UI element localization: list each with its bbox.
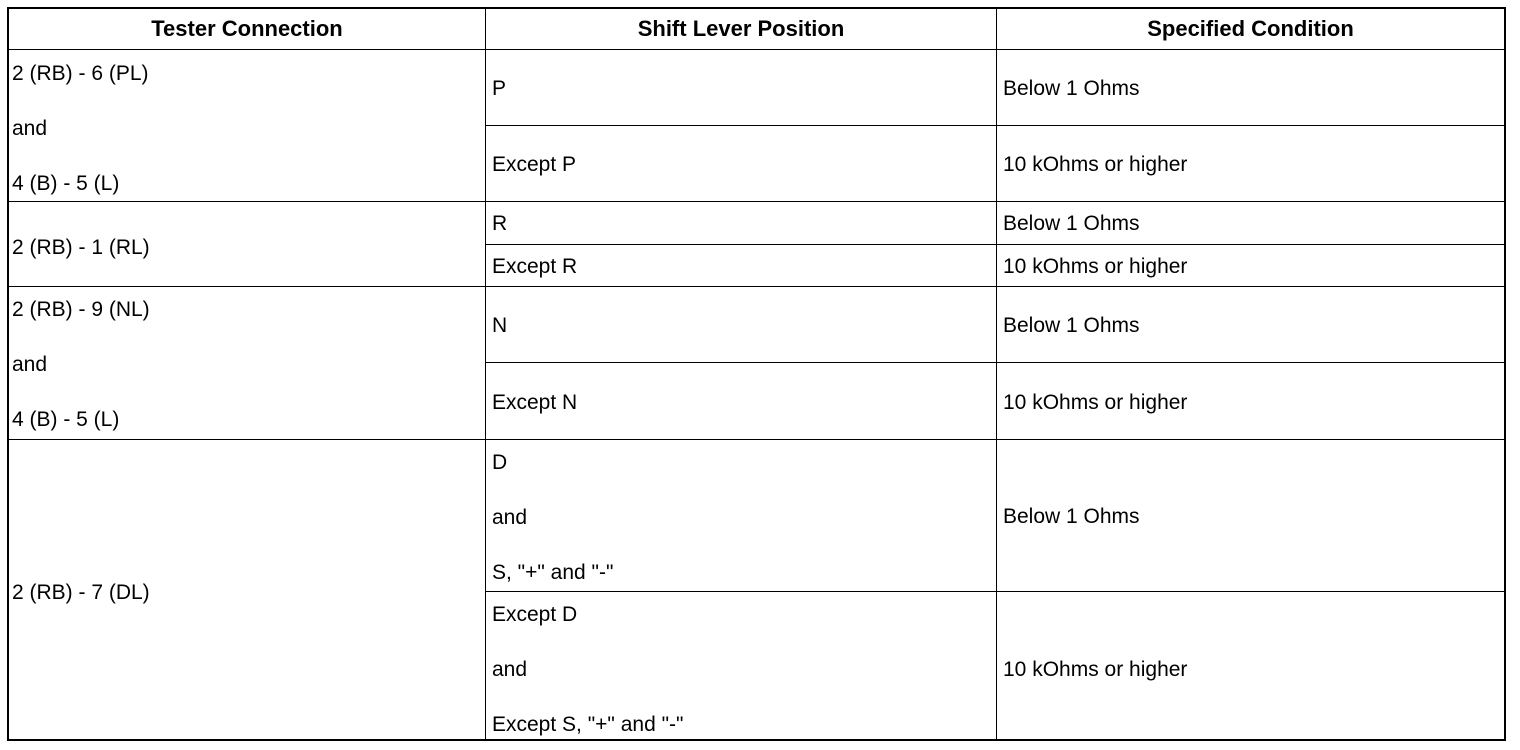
connection-line: 2 (RB) - 9 (NL) (12, 298, 150, 321)
shift-position-cell: P (492, 77, 507, 100)
tester-connection-cell (12, 296, 150, 433)
position-line: and (492, 506, 528, 529)
subrow-divider (485, 244, 1504, 245)
subrow-divider (485, 125, 1504, 126)
shift-position-cell: Except P (492, 153, 577, 176)
tester-connection-cell: 2 (RB) - 1 (RL) (12, 236, 150, 259)
position-line: S, "+" and "-" (492, 561, 614, 584)
position-line: and (492, 658, 528, 681)
position-line: Except D (492, 603, 578, 626)
condition-cell: 10 kOhms or higher (1003, 255, 1188, 278)
header-specified-condition: Specified Condition (1147, 16, 1354, 41)
condition-cell: 10 kOhms or higher (1003, 658, 1188, 681)
connection-line: and (12, 117, 48, 140)
condition-cell: 10 kOhms or higher (1003, 153, 1188, 176)
column-divider (996, 9, 997, 739)
subrow-divider (485, 591, 1504, 592)
column-divider (485, 9, 486, 739)
shift-position-cell (492, 449, 613, 586)
connection-line: 2 (RB) - 6 (PL) (12, 62, 149, 85)
subrow-divider (485, 362, 1504, 363)
position-line: Except S, "+" and "-" (492, 713, 684, 736)
resistance-spec-table (7, 7, 1506, 741)
connection-line: 4 (B) - 5 (L) (12, 172, 120, 195)
condition-cell: Below 1 Ohms (1003, 314, 1140, 337)
tester-connection-cell: 2 (RB) - 7 (DL) (12, 581, 150, 604)
shift-position-cell: Except N (492, 391, 578, 414)
row-divider (9, 286, 1504, 287)
condition-cell: 10 kOhms or higher (1003, 391, 1188, 414)
header-shift-lever-position: Shift Lever Position (637, 16, 845, 41)
condition-cell: Below 1 Ohms (1003, 212, 1140, 235)
shift-position-cell: N (492, 314, 508, 337)
row-divider (9, 439, 1504, 440)
shift-position-cell: Except R (492, 255, 578, 278)
condition-cell: Below 1 Ohms (1003, 77, 1140, 100)
connection-line: 4 (B) - 5 (L) (12, 408, 120, 431)
header-tester-connection: Tester Connection (151, 16, 343, 41)
shift-position-cell (492, 601, 684, 738)
position-line: D (492, 451, 508, 474)
row-divider (9, 49, 1504, 50)
connection-line: and (12, 353, 48, 376)
shift-position-cell: R (492, 212, 508, 235)
tester-connection-cell (12, 60, 149, 197)
row-divider (9, 201, 1504, 202)
condition-cell: Below 1 Ohms (1003, 505, 1140, 528)
